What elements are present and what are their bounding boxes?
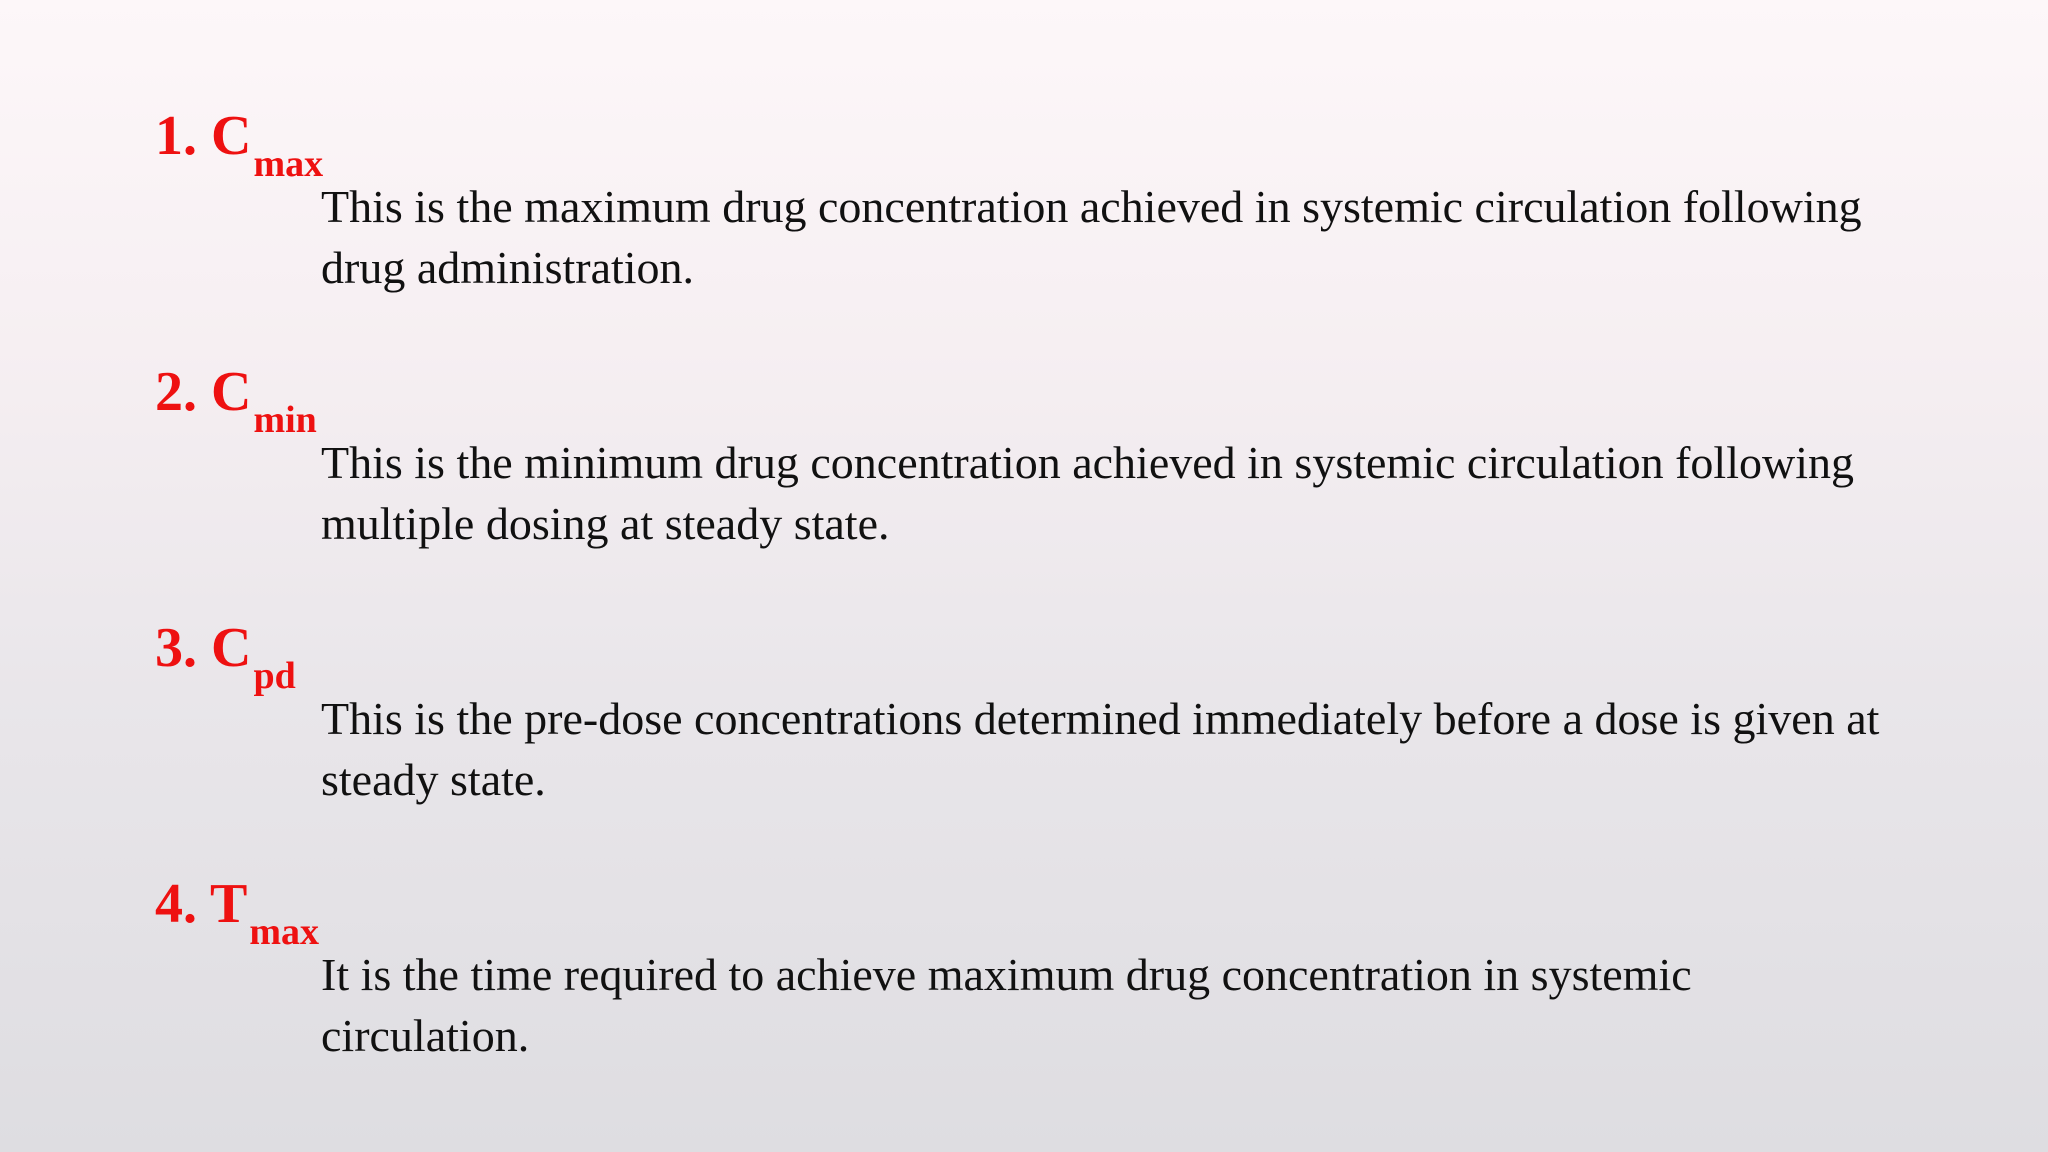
term-symbol: C	[211, 105, 252, 167]
term-number: 1.	[155, 105, 197, 167]
term-number: 4.	[155, 873, 197, 935]
term-definition: It is the time required to achieve maximum drug concentration in systemic circulation.	[321, 949, 1692, 1061]
term-number: 2.	[155, 361, 197, 423]
term-subscript: min	[253, 399, 317, 441]
term-symbol: T	[210, 873, 248, 935]
term-heading	[155, 873, 320, 953]
term-subscript: max	[253, 143, 324, 185]
term-number: 3.	[155, 617, 197, 679]
term-heading	[155, 361, 317, 441]
term-symbol: C	[211, 617, 252, 679]
term-subscript: max	[249, 911, 320, 953]
term-symbol: C	[211, 361, 252, 423]
term-definition: This is the minimum drug concentration achieved in systemic circulation following multiple dosing at steady state.	[321, 437, 1854, 549]
term-subscript: pd	[253, 655, 296, 697]
term-heading	[155, 617, 296, 697]
term-definition: This is the pre-dose concentrations determined immediately before a dose is given at steady state.	[321, 693, 1880, 805]
term-definition: This is the maximum drug concentration achieved in systemic circulation following drug administration.	[321, 181, 1862, 293]
term-heading	[155, 105, 324, 185]
